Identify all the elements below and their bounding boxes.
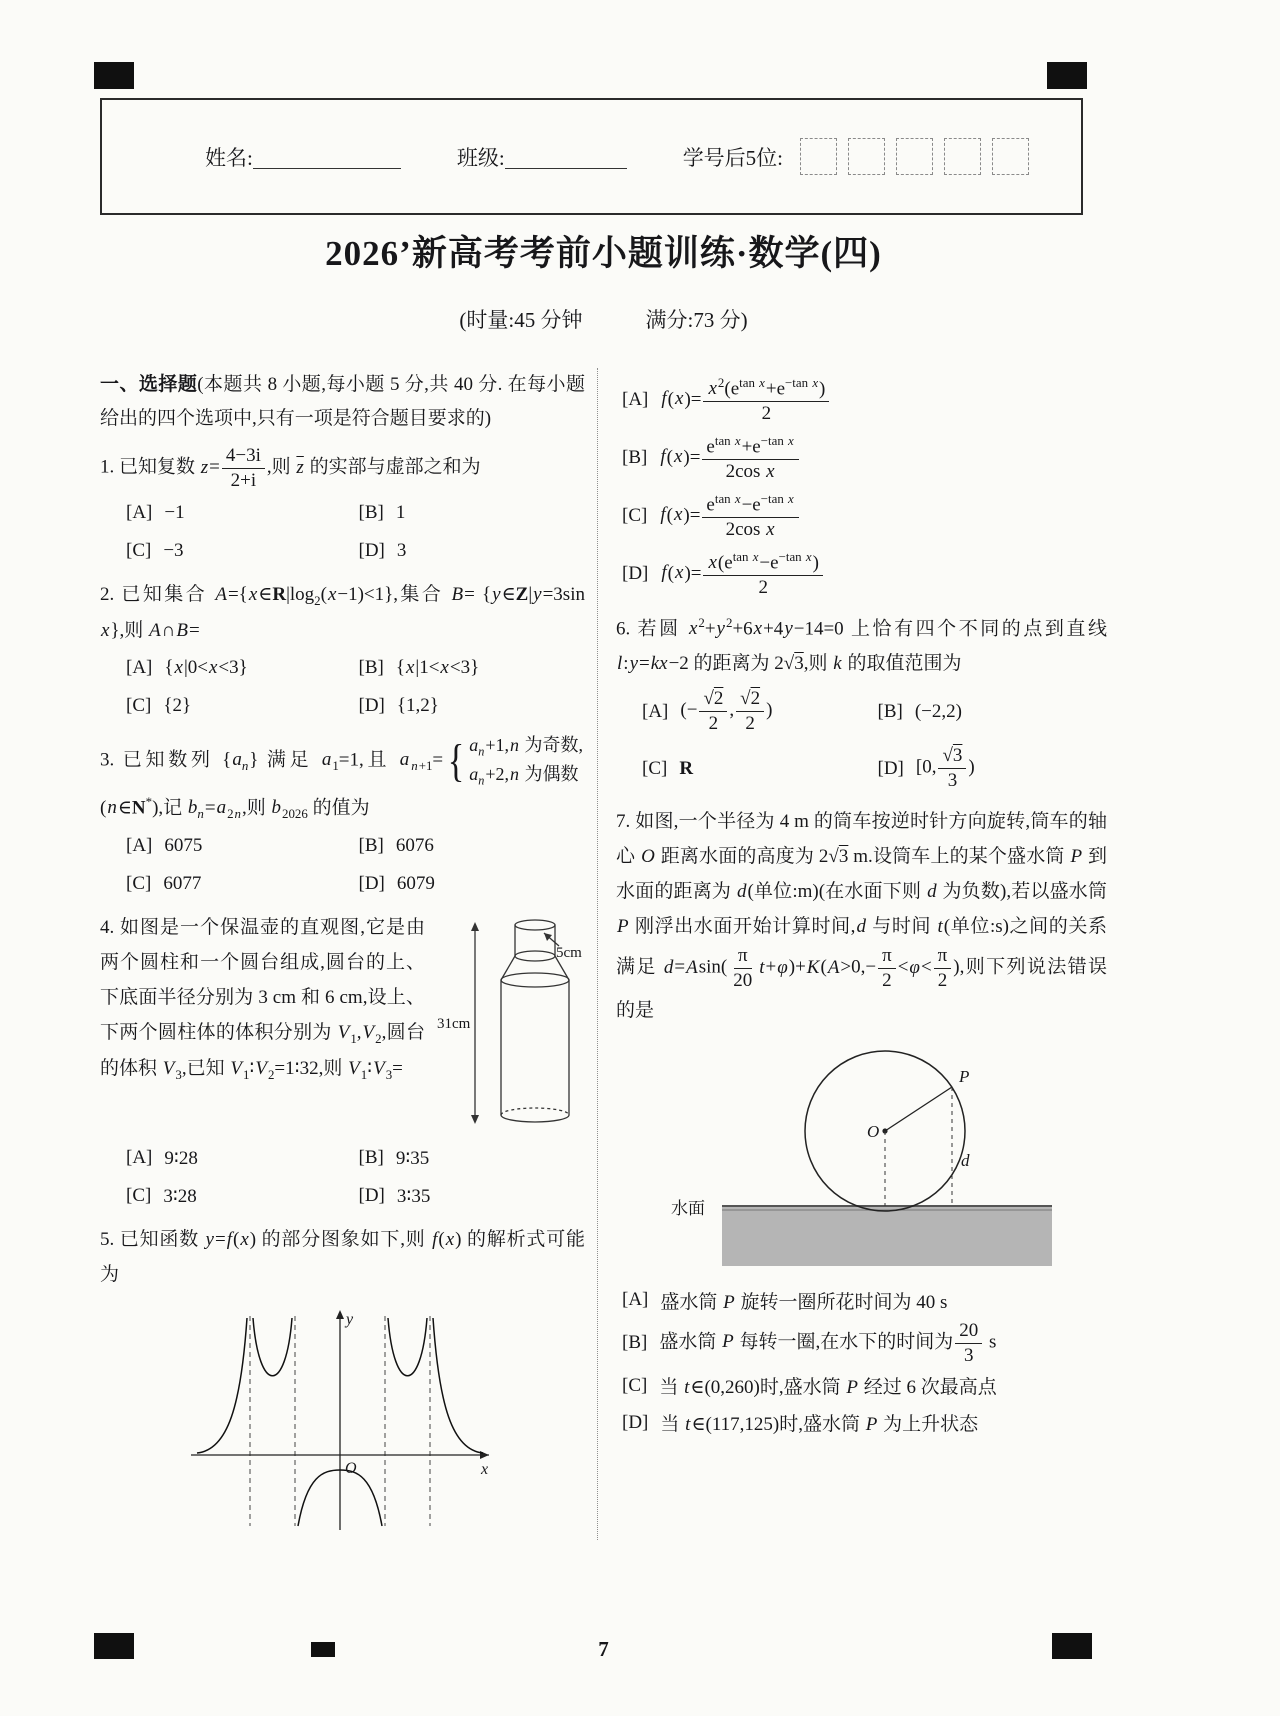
- option-value: f(x)= $\frac{x(e^{tan x}-e^{-tan x})}{2}$: [660, 549, 825, 600]
- option-label: [C]: [126, 540, 152, 562]
- question-7-stem: 7. 如图,一个半径为 4 m 的筒车按逆时针方向旋转,筒车的轴心 O 距离水面的高度为 2√3 m.设筒车上的某个盛水筒 P 到水面的距离为 d(单位:m)(在水面下则 d 为负数),若以盛水筒 P 刚浮出水面开始计算时间,d 与时间 t(单位:s)之间的关系满足 d=Asin( $\frac{\pi}{20}$ t+φ)+K(A>0,− $\frac{\pi}{2}$ <φ< $\frac{\pi}{2}$ ),则下列说法错误的是: [616, 810, 1107, 1021]
- name-blank: [253, 144, 401, 169]
- option-label: [A]: [126, 502, 153, 524]
- student-id-boxes: [789, 138, 1029, 175]
- id-box: [992, 138, 1029, 175]
- option-value: −1: [164, 502, 185, 524]
- option-value: 9∶28: [164, 1147, 198, 1169]
- option-label: [A]: [642, 700, 669, 722]
- question-3-stem: 3. 已知数列 $\{a_n\}$ 满足 $a_1=1$,且 a $_{n+1}$= { $a_n+1,n$ 为奇数, $a_n+2,n$ 为偶数 (n∈N*),记 $b_n=a_{2n}$,则 $b_{2026}$ 的值为: [100, 734, 584, 821]
- question-6-options: [642, 685, 1107, 796]
- question-3-options: [126, 829, 585, 902]
- question-6: [616, 611, 1107, 796]
- print-mark-top-right: [1047, 62, 1087, 89]
- question-1-option-b: [359, 496, 586, 531]
- option-label: [C]: [126, 695, 152, 717]
- name-label: 姓名:: [205, 145, 253, 170]
- thermos-height-label: 31cm: [437, 1015, 471, 1032]
- option-label: [C]: [642, 757, 668, 779]
- option-value: (−2,2): [914, 700, 962, 722]
- option-value: {x|0<x<3}: [164, 657, 248, 679]
- question-6-option-c: [642, 742, 872, 796]
- section-heading: [100, 368, 585, 436]
- thermos-figure: [435, 912, 585, 1134]
- graph-x-axis-label: x: [480, 1460, 488, 1478]
- left-column: [100, 368, 589, 1540]
- graph-origin-label: O: [344, 1459, 357, 1477]
- option-value: −3: [163, 540, 184, 562]
- student-info-box: [100, 98, 1083, 215]
- question-5-option-b: [622, 429, 1107, 487]
- question-6-option-a: [642, 685, 872, 739]
- question-6-option-d: [878, 742, 1108, 796]
- content: [100, 226, 1107, 1540]
- option-label: [B]: [358, 1147, 384, 1169]
- question-2: [100, 577, 585, 724]
- question-5: [100, 1222, 585, 1538]
- option-label: [D]: [622, 1411, 649, 1433]
- class-label: 班级:: [456, 145, 505, 170]
- option-label: [A]: [622, 1289, 649, 1311]
- question-7-option-b: [622, 1319, 1107, 1368]
- two-column-body: [100, 368, 1107, 1540]
- question-1-option-c: [126, 534, 353, 569]
- question-1: [100, 444, 585, 569]
- wheel-point-label: P: [958, 1066, 969, 1086]
- question-4-stem: 4. 如图是一个保温壶的直观图,它是由两个圆柱和一个圆台组成,圆台的上、下底面半径分别为 3 cm 和 6 cm,设上、下两个圆柱体的体积分别为 $V_1,V_2$,圆台的体积 $V_3$,已知 $V_1∶V_2=1∶32$,则 $V_1∶V_3=$: [100, 916, 425, 1082]
- question-4: [100, 910, 585, 1214]
- section-title: 一、选择题: [100, 374, 198, 395]
- question-1-option-a: [126, 496, 353, 531]
- question-4-option-d: [359, 1179, 586, 1214]
- option-label: [D]: [358, 695, 385, 717]
- option-label: [D]: [622, 563, 649, 584]
- option-label: [D]: [358, 1185, 385, 1207]
- question-7-option-d: [622, 1404, 1107, 1441]
- option-label: [B]: [622, 1332, 648, 1354]
- option-value: R: [679, 757, 694, 779]
- option-label: [A]: [126, 657, 153, 679]
- waterwheel-figure: [627, 1038, 1097, 1278]
- question-5-option-c: [622, 487, 1107, 545]
- id-box: [800, 138, 837, 175]
- option-label: [C]: [622, 505, 648, 526]
- option-value: f(x)= $\frac{e^{tan x}+e^{-tan x}}{\text{2cos x}}$: [659, 433, 800, 484]
- class-blank: [505, 144, 627, 169]
- option-value: [0, $\frac{√3}{3}$ ): [915, 745, 975, 792]
- wheel-distance-label: d: [960, 1150, 969, 1170]
- option-label: [D]: [877, 757, 904, 779]
- id-box: [896, 138, 933, 175]
- question-4-options: [126, 1141, 585, 1214]
- option-value: 3: [396, 540, 407, 562]
- question-4-option-b: [359, 1141, 586, 1176]
- question-2-option-b: [359, 651, 586, 686]
- wheel-center-label: O: [866, 1121, 879, 1141]
- id-box: [848, 138, 885, 175]
- right-column: [597, 368, 1107, 1540]
- option-label: [B]: [877, 700, 903, 722]
- question-6-option-b: [878, 685, 1108, 739]
- question-3: [100, 732, 585, 902]
- id-box: [944, 138, 981, 175]
- question-7-option-a: [622, 1282, 1107, 1319]
- question-4-body: [100, 910, 585, 1138]
- option-value: 当 t∈(117,125)时,盛水筒 P 为上升状态: [660, 1414, 979, 1436]
- question-5-stem: 5. 已知函数 y=f(x) 的部分图象如下,则 f(x) 的解析式可能为: [100, 1228, 585, 1285]
- option-label: [C]: [126, 1185, 152, 1207]
- option-value: 当 t∈(0,260)时,盛水筒 P 经过 6 次最高点: [659, 1377, 997, 1399]
- option-value: 盛水筒 P 旋转一圈所花时间为 40 s: [660, 1291, 948, 1313]
- option-label: [B]: [622, 447, 648, 468]
- option-value: 1: [395, 502, 406, 524]
- option-label: [A]: [126, 835, 153, 857]
- exam-subtitle: (时量:45 分钟 满分:73 分): [459, 308, 748, 332]
- student-id-label: 学号后5位:: [682, 145, 784, 170]
- option-value: 9∶35: [395, 1147, 430, 1169]
- option-value: 盛水筒 P 每转一圈,在水下的时间为 $\frac{20}{3}$ s: [659, 1319, 997, 1366]
- option-label: [A]: [622, 389, 649, 410]
- question-4-option-c: [126, 1179, 353, 1214]
- question-6-stem: 6. 若圆 $x^2+y^2+6x+4y-14=0$ 上恰有四个不同的点到直线 l:y=kx−2 的距离为 2√3,则 k 的取值范围为: [616, 615, 1107, 675]
- option-label: [D]: [358, 873, 385, 895]
- question-2-option-c: [126, 689, 353, 724]
- question-1-stem: 1. 已知复数 z= $\frac{4-3i}{2+i}$ ,则 $\overline{z}$ 的实部与虚部之和为: [100, 445, 481, 492]
- option-value: 3∶35: [396, 1185, 431, 1207]
- question-5-options: [622, 371, 1107, 603]
- section-desc: (本题共 8 小题,每小题 5 分,共 40 分. 在每小题给出的四个选项中,只有一项是符合题目要求的): [100, 374, 585, 430]
- option-value: {1,2}: [396, 695, 439, 717]
- question-7: [616, 804, 1107, 1442]
- question-7-options: [622, 1282, 1107, 1442]
- option-value: 6076: [395, 835, 434, 857]
- option-label: [C]: [622, 1374, 648, 1396]
- question-7-option-c: [622, 1367, 1107, 1404]
- question-2-option-a: [126, 651, 353, 686]
- question-3-option-d: [359, 867, 586, 902]
- option-label: [B]: [358, 835, 384, 857]
- option-label: [A]: [126, 1147, 153, 1169]
- option-label: [D]: [358, 540, 385, 562]
- question-2-option-d: [359, 689, 586, 724]
- option-label: [B]: [358, 502, 384, 524]
- page-title: 2026’新高考考前小题训练·数学(四): [325, 234, 882, 273]
- option-value: 6075: [164, 835, 203, 857]
- option-value: {x|1<x<3}: [395, 657, 480, 679]
- option-value: {2}: [163, 695, 192, 717]
- option-value: f(x)= $\frac{x^2(e^{tan x}+e^{-tan x})}{2}$: [660, 375, 831, 426]
- question-5-option-a: [622, 371, 1107, 429]
- water-surface-label: 水面: [670, 1198, 705, 1218]
- option-label: [C]: [126, 873, 152, 895]
- option-label: [B]: [358, 657, 384, 679]
- question-3-option-a: [126, 829, 353, 864]
- question-3-option-c: [126, 867, 353, 902]
- option-value: 6077: [163, 873, 202, 895]
- question-1-option-d: [359, 534, 586, 569]
- option-value: (− $\frac{√2}{2}$ , $\frac{√2}{2}$ ): [680, 688, 773, 735]
- option-value: f(x)= $\frac{e^{tan x}-e^{-tan x}}{\text{2cos x}}$: [659, 491, 800, 542]
- option-value: 3∶28: [163, 1185, 197, 1207]
- question-2-stem: 2. 已知集合 $A=\{x\in R|\log_2(x-1)<1\}$,集合 B= {y∈Z|y=3sin x},则 A∩B=: [100, 583, 585, 641]
- question-5-option-d: [622, 545, 1107, 603]
- question-3-option-b: [359, 829, 586, 864]
- function-graph-figure: [183, 1300, 503, 1538]
- question-1-options: [126, 496, 585, 569]
- question-2-options: [126, 651, 585, 724]
- thermos-radius-label: 5cm: [556, 944, 582, 961]
- page-number: 7: [598, 1637, 609, 1661]
- graph-y-axis-label: y: [345, 1310, 353, 1328]
- print-mark-top-left: [94, 62, 134, 89]
- question-4-option-a: [126, 1141, 353, 1176]
- option-value: 6079: [396, 873, 435, 895]
